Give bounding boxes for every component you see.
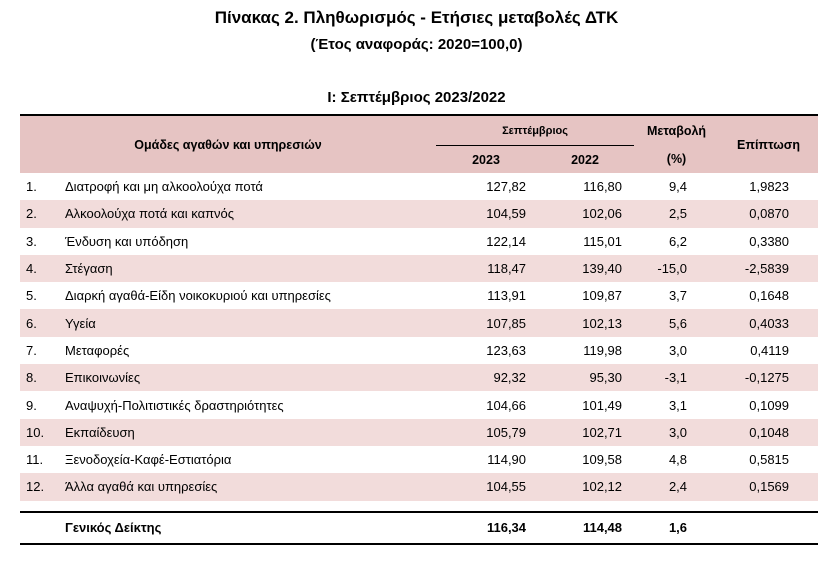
row-number: 11.	[26, 452, 44, 468]
row-2023: 123,63	[486, 342, 527, 358]
row-change: -15,0	[634, 255, 719, 282]
row-2022: 102,12	[536, 473, 634, 500]
row-number: 8.	[20, 364, 60, 391]
row-change: 3,1	[668, 397, 688, 413]
row-2022: 102,71	[536, 419, 634, 446]
row-name: Ξενοδοχεία-Καφέ-Εστιατόρια	[65, 452, 232, 468]
row-name: Διατροφή και μη αλκοολούχα ποτά	[65, 179, 263, 195]
header-year-2022: 2022	[571, 152, 599, 167]
row-2022: 139,40	[536, 255, 634, 282]
row-name: Αναψυχή-Πολιτιστικές δραστηριότητες	[65, 397, 284, 413]
row-change: 3,0	[668, 342, 688, 358]
total-name: Γενικός Δείκτης	[60, 512, 436, 544]
row-2022: 95,30	[536, 364, 634, 391]
table-row	[20, 364, 818, 391]
row-2022: 109,58	[582, 452, 623, 468]
row-2023: 113,91	[487, 288, 527, 304]
table-row	[20, 200, 818, 227]
row-name: Στέγαση	[60, 255, 436, 282]
row-name: Υγεία	[60, 309, 436, 336]
row-2023: 114,90	[487, 452, 527, 468]
row-impact: 0,4119	[750, 342, 790, 358]
row-change: 9,4	[668, 179, 688, 195]
table-row	[20, 309, 818, 336]
table-title: Πίνακας 2. Πληθωρισμός - Ετήσιες μεταβολές ΔΤΚ	[214, 8, 619, 27]
table-row	[20, 255, 818, 282]
header-impact: Επίπτωση	[737, 137, 800, 152]
inflation-table	[20, 114, 818, 545]
row-number: 4.	[20, 255, 60, 282]
row-name: Διαρκή αγαθά-Είδη νοικοκυριού και υπηρεσίες	[65, 288, 331, 304]
row-2023: 127,82	[486, 179, 527, 195]
table-row	[20, 391, 818, 418]
row-number: 1.	[26, 179, 37, 195]
table-row	[20, 337, 818, 364]
total-change: 1,6	[634, 512, 719, 544]
row-name: Αλκοολούχα ποτά και καπνός	[60, 200, 436, 227]
row-number: 9.	[26, 397, 37, 413]
row-2022: 101,49	[582, 397, 623, 413]
row-2022: 102,06	[536, 200, 634, 227]
row-2022: 102,13	[536, 309, 634, 336]
row-number: 2.	[20, 200, 60, 227]
row-change: 2,5	[634, 200, 719, 227]
header-groups: Ομάδες αγαθών και υπηρεσιών	[134, 137, 322, 152]
header-change-unit: (%)	[666, 152, 687, 167]
row-number: 3.	[26, 233, 37, 249]
row-number: 5.	[26, 288, 37, 304]
header-change: Μεταβολή	[646, 123, 707, 138]
row-impact: -2,5839	[719, 255, 818, 282]
table-row	[20, 173, 818, 200]
table-subtitle: (Έτος αναφοράς: 2020=100,0)	[310, 36, 523, 53]
row-2022: 119,98	[583, 342, 623, 358]
table-row	[20, 419, 818, 446]
table-row	[20, 473, 818, 500]
row-2023: 122,14	[486, 233, 527, 249]
row-impact: 0,1048	[719, 419, 818, 446]
table-row	[20, 228, 818, 255]
row-number: 6.	[20, 309, 60, 336]
row-change: 5,6	[634, 309, 719, 336]
row-change: 6,2	[668, 233, 688, 249]
table-row	[20, 446, 818, 473]
row-number: 7.	[26, 342, 37, 358]
row-2023: 104,66	[486, 397, 527, 413]
row-name: Μεταφορές	[65, 342, 130, 358]
total-impact	[719, 512, 818, 544]
row-2023: 104,55	[436, 473, 536, 500]
section-heading: I: Σεπτέμβριος 2023/2022	[327, 89, 506, 106]
row-number: 12.	[20, 473, 60, 500]
row-2022: 115,01	[583, 233, 623, 249]
row-change: 4,8	[668, 452, 688, 468]
row-2023: 107,85	[436, 309, 536, 336]
total-row	[20, 512, 818, 544]
row-impact: 1,9823	[749, 179, 790, 195]
row-2023: 92,32	[436, 364, 536, 391]
row-change: 2,4	[634, 473, 719, 500]
header-year-2023: 2023	[472, 152, 500, 167]
row-2022: 109,87	[582, 288, 623, 304]
row-name: Επικοινωνίες	[60, 364, 436, 391]
row-change: 3,0	[634, 419, 719, 446]
table-row	[20, 282, 818, 309]
row-impact: 0,1099	[749, 397, 790, 413]
table-body	[20, 173, 818, 544]
row-name: Εκπαίδευση	[60, 419, 436, 446]
row-2023: 104,59	[436, 200, 536, 227]
total-2022: 114,48	[536, 512, 634, 544]
row-name: Άλλα αγαθά και υπηρεσίες	[60, 473, 436, 500]
row-impact: 0,1569	[719, 473, 818, 500]
row-name: Ένδυση και υπόδηση	[65, 233, 189, 249]
row-impact: 0,5815	[749, 452, 790, 468]
row-2023: 118,47	[436, 255, 536, 282]
row-number: 10.	[20, 419, 60, 446]
row-impact: 0,3380	[749, 233, 790, 249]
total-2023: 116,34	[436, 512, 536, 544]
row-impact: -0,1275	[719, 364, 818, 391]
spacer-row	[20, 501, 818, 512]
row-change: -3,1	[634, 364, 719, 391]
row-2023: 105,79	[436, 419, 536, 446]
row-impact: 0,4033	[719, 309, 818, 336]
row-impact: 0,1648	[749, 288, 790, 304]
header-month: Σεπτέμβριος	[436, 115, 634, 146]
row-impact: 0,0870	[719, 200, 818, 227]
row-change: 3,7	[668, 288, 688, 304]
row-2022: 116,80	[583, 179, 623, 195]
